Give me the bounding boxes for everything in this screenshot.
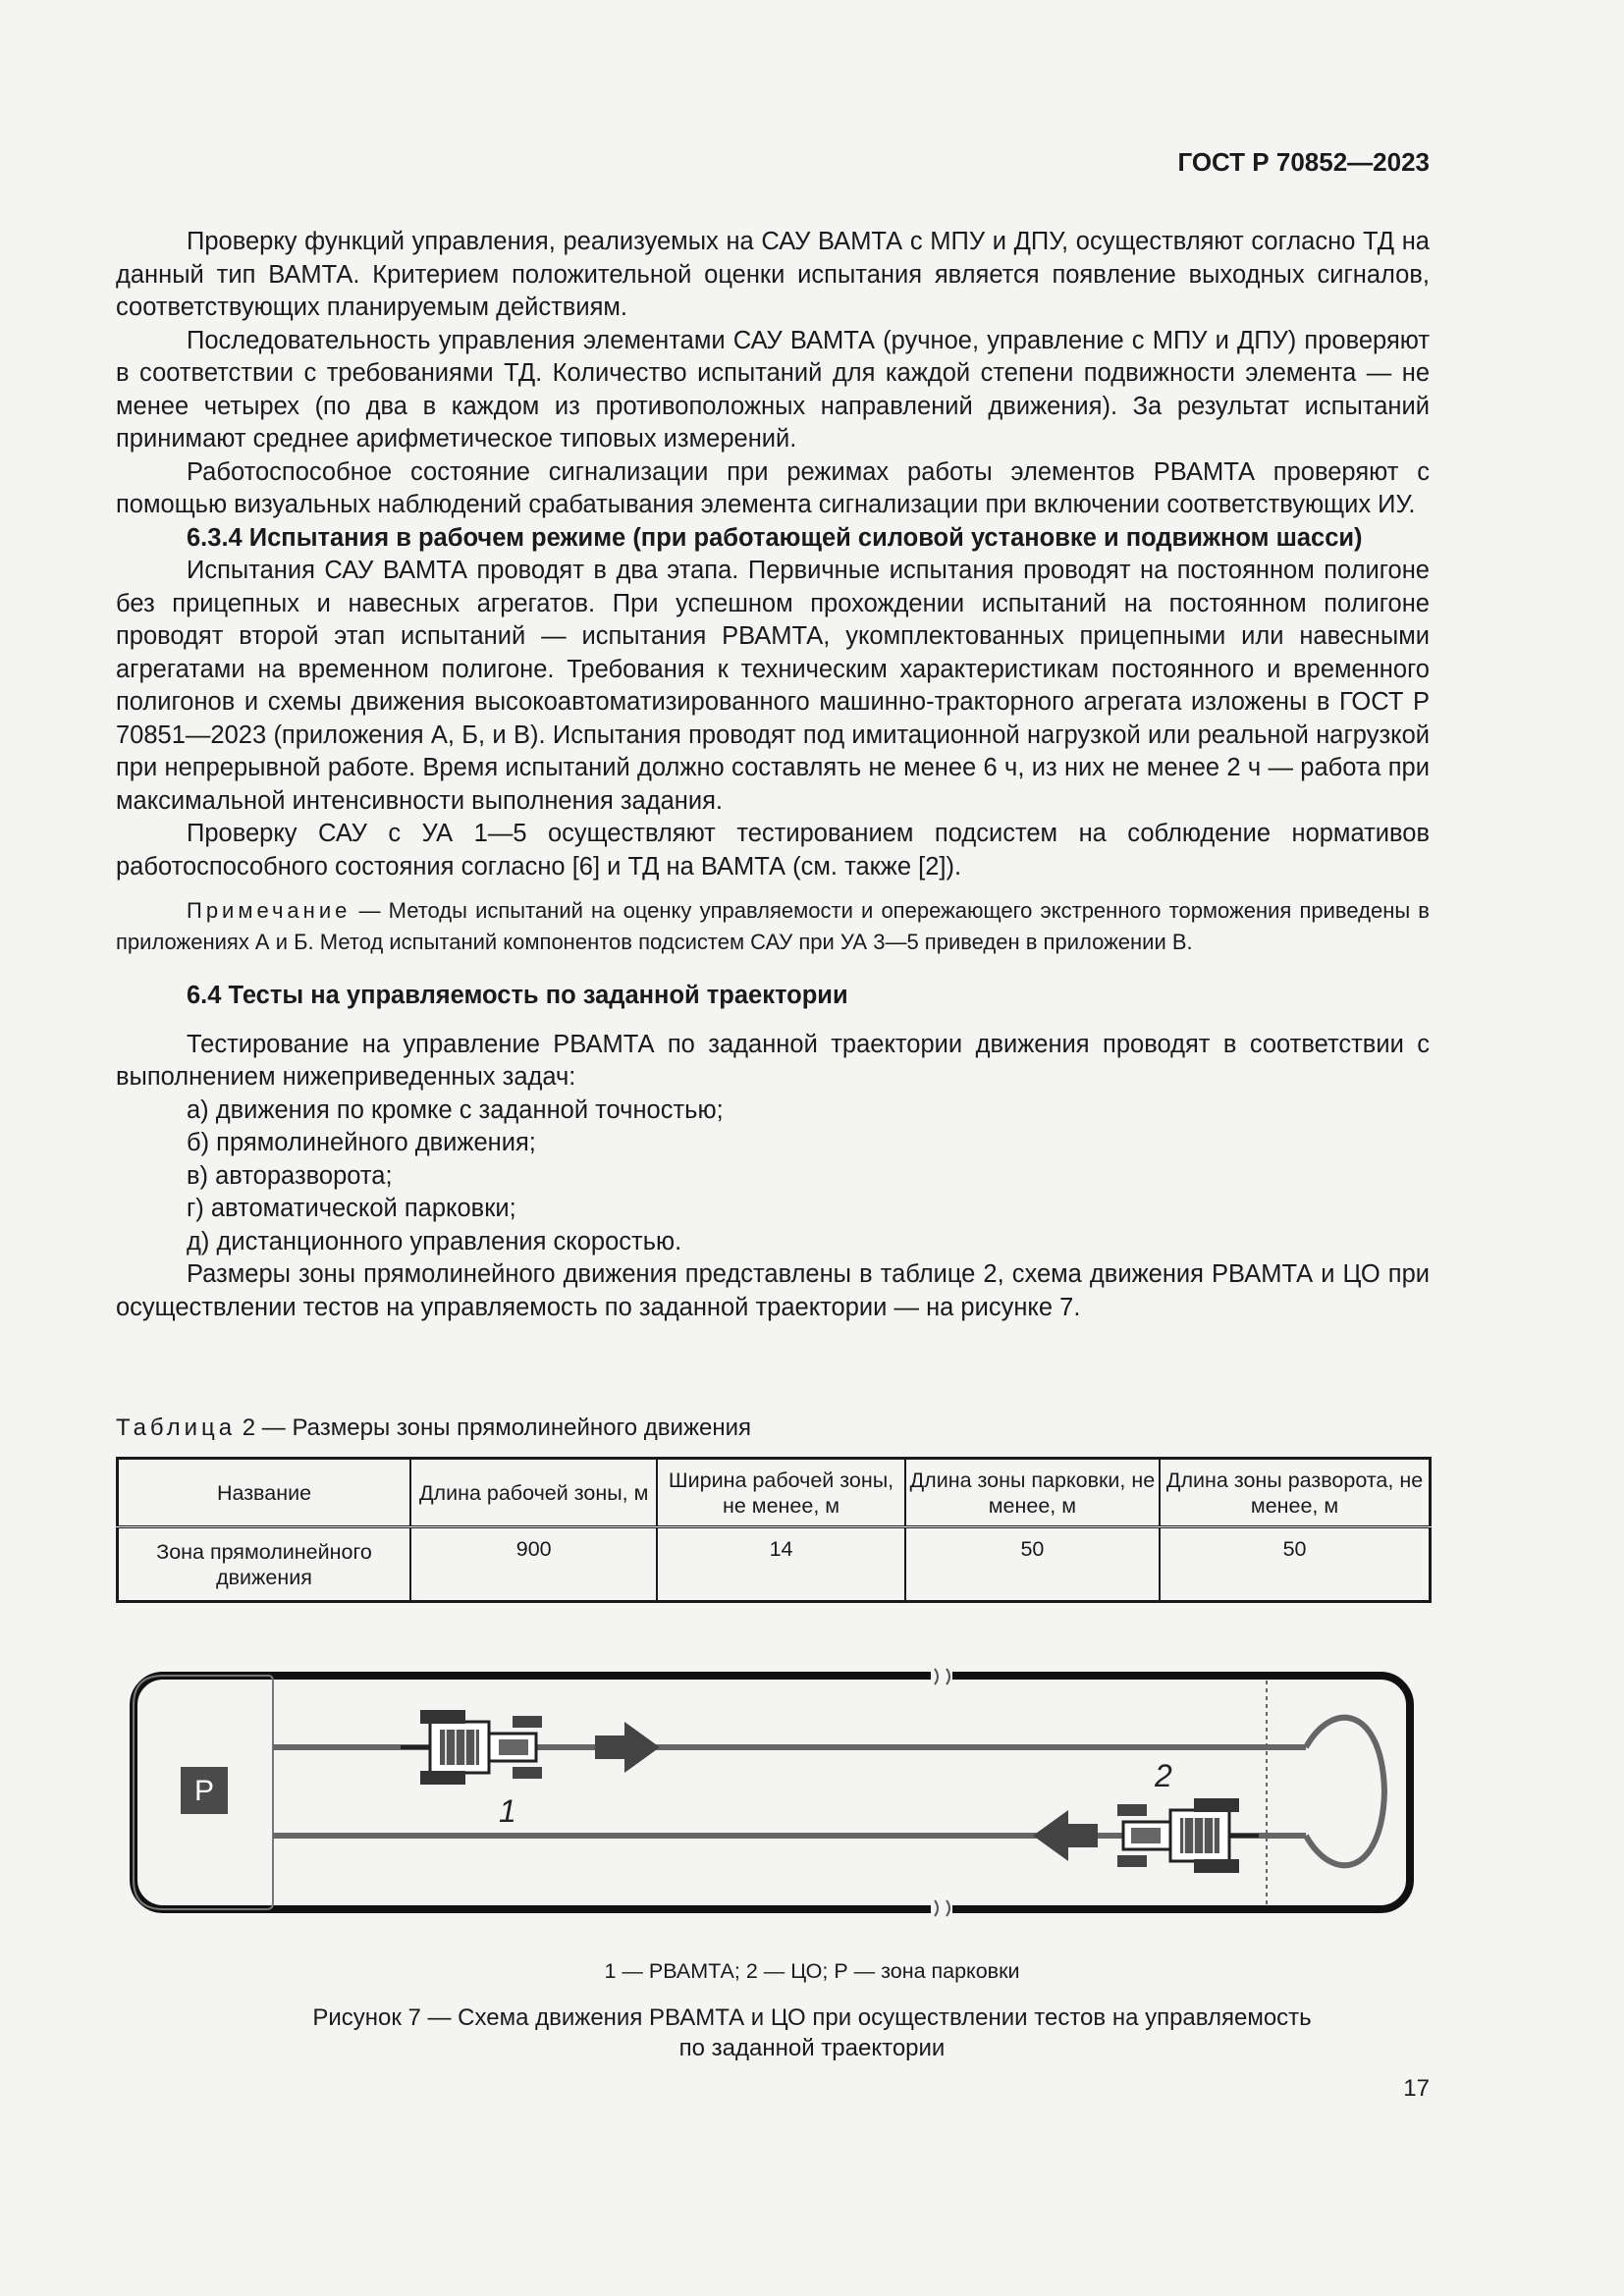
table-cell: Зона прямолинейного движения (118, 1527, 411, 1602)
turn-loop (1306, 1718, 1384, 1865)
tractor-1-icon (401, 1710, 554, 1785)
standard-header: ГОСТ Р 70852—2023 (1177, 147, 1430, 177)
note-text: — Методы испытаний на оценку управляемости и опережающего экстренного торможения приведены в приложениях А и Б. Метод испытаний компонентов подсистем САУ при УА 3—5 приведен в приложении В. (116, 898, 1430, 954)
section-heading-6-3-4: 6.3.4 Испытания в рабочем режиме (при работающей силовой установке и подвижном шасси) (187, 523, 1363, 552)
field-outline (134, 1676, 1410, 1909)
table-header-row (118, 1459, 1431, 1527)
figure-caption-line: по заданной траектории (678, 2035, 946, 2061)
label-1: 1 (499, 1793, 516, 1829)
section-heading-6-4: 6.4 Тесты на управляемость по заданной траектории (187, 982, 848, 1009)
paragraph: Проверку функций управления, реализуемых на САУ ВАМТА с МПУ и ДПУ, осуществляют согласно ТД на данный тип ВАМТА. Критерием положительной оценки испытания является появление выходных сигналов, соответствующих планируемым действиям. (116, 228, 1430, 321)
list-item: г) автоматической парковки; (187, 1195, 516, 1222)
paragraph: Тестирование на управление РВАМТА по заданной траектории движения проводят в соответствии с выполнением нижеприведенных задач: (116, 1030, 1430, 1091)
note (116, 895, 1430, 958)
list-item: а) движения по кромке с заданной точностью; (187, 1095, 724, 1124)
label-2: 2 (1155, 1758, 1172, 1793)
table-cell: 14 (657, 1527, 904, 1602)
table-header-cell: Длина зоны парковки, не менее, м (905, 1459, 1160, 1527)
paragraph: Размеры зоны прямолинейного движения представлены в таблице 2, схема движения РВАМТА и ЦО при осуществлении тестов на управляемость по заданной траектории — на рисунке 7. (116, 1260, 1430, 1321)
table-cell: 50 (1160, 1527, 1430, 1602)
figure-caption-line: Рисунок 7 — Схема движения РВАМТА и ЦО при осуществлении тестов на управляемость (312, 2004, 1312, 2031)
table-caption-label: Таблица (116, 1415, 237, 1441)
forward-arrow-icon (595, 1722, 660, 1773)
backward-arrow-icon (1033, 1810, 1098, 1861)
table-cell: 900 (410, 1527, 657, 1602)
table-header-cell: Название (118, 1459, 411, 1527)
list-item: б) прямолинейного движения; (187, 1129, 536, 1156)
parking-label: Р (193, 1775, 215, 1807)
list-item: д) дистанционного управления скоростью. (187, 1227, 682, 1255)
table-cell: 50 (905, 1527, 1160, 1602)
table-row (118, 1527, 1431, 1602)
list-item: в) авторазворота; (187, 1161, 393, 1190)
dimensions-table (116, 1457, 1432, 1603)
table-caption (116, 1415, 751, 1442)
body-text (116, 226, 1430, 1324)
tractor-2-icon (1106, 1798, 1259, 1873)
table-header-cell: Длина зоны разворота, не менее, м (1160, 1459, 1430, 1527)
figure-legend: 1 — РВАМТА; 2 — ЦО; Р — зона парковки (604, 1959, 1020, 1983)
table-header-cell: Ширина рабочей зоны, не менее, м (657, 1459, 904, 1527)
paragraph: Испытания САУ ВАМТА проводят в два этапа. Первичные испытания проводят на постоянном полигоне без прицепных и навесных агрегатов. При успешном прохождении испытаний на постоянном полигоне проводят второй этап испытаний — испытания РВАМТА, укомплектованных прицепными или навесными агрегатами на временном полигоне. Требования к техническим характеристикам постоянного и временного полигонов и схемы движения высокоавтоматизированного машинно-тракторного агрегата изложены в ГОСТ Р 70851—2023 (приложения А, Б, и В). Испытания проводят под имитационной нагрузкой или реальной нагрузкой при непрерывной работе. Время испытаний должно составлять не менее 6 ч, из них не менее 2 ч — работа при максимальной интенсивности выполнения задания. (116, 557, 1430, 815)
paragraph: Работоспособное состояние сигнализации при режимах работы элементов РВАМТА проверяют с помощью визуальных наблюдений срабатывания элемента сигнализации при включении соответствующих ИУ. (116, 457, 1430, 518)
paragraph: Проверку САУ с УА 1—5 осуществляют тестированием подсистем на соблюдение нормативов работоспособного состояния согласно [6] и ТД на ВАМТА (см. также [2]). (116, 820, 1430, 881)
table-caption-text: 2 — Размеры зоны прямолинейного движения (242, 1415, 751, 1441)
page-number: 17 (1403, 2075, 1430, 2102)
figure-caption (0, 2002, 1624, 2063)
note-label: Примечание (187, 898, 352, 923)
trajectory-diagram (116, 1659, 1432, 1924)
table-header-cell: Длина рабочей зоны, м (410, 1459, 657, 1527)
paragraph: Последовательность управления элементами САУ ВАМТА (ручное, управление с МПУ и ДПУ) проверяют в соответствии с требованиями ТД. Количество испытаний для каждой степени подвижности элемента — не менее четырех (по два в каждом из противоположных направлений движения). За результат испытаний принимают среднее арифметическое типовых измерений. (116, 326, 1430, 453)
